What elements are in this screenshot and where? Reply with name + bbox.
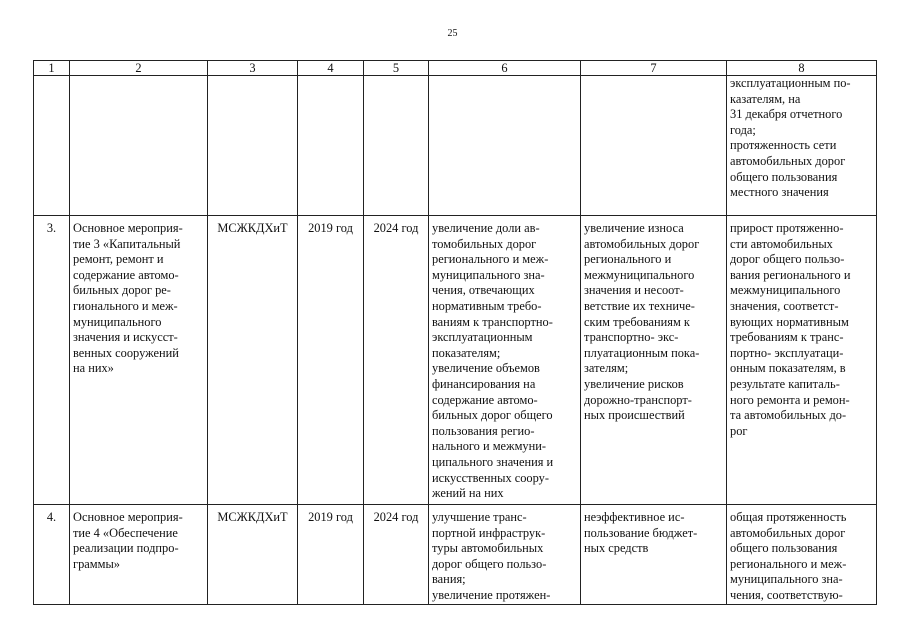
start-year-cell (298, 76, 364, 216)
expected-result-cell: увеличение доли ав- томобильных дорог регионального и меж- муниципального зна- чения, отвечающих нормативным требо- ваниям к транспортно- эксплуатационным показателям; увеличение объемов финансирования на содержание автомо- бильных дорог общего пользования регио- нального и межмуни- ципального значения и искусственных соору- жений на них (429, 216, 581, 505)
consequences-cell (581, 76, 727, 216)
end-year-cell: 2024 год (364, 505, 429, 605)
table-row-measure-3 (34, 216, 877, 505)
consequences-cell: неэффективное ис- пользование бюджет- ных средств (581, 505, 727, 605)
executor-cell: МСЖКДХиТ (208, 216, 298, 505)
start-year-cell: 2019 год (298, 505, 364, 605)
column-header: 2 (70, 61, 208, 76)
consequences-cell: увеличение износа автомобильных дорог регионального и межмуниципального значения и несоот- ветствие их техниче- ским требованиям к транспортно- экс- плуатационным пока- зателям; увеличение рисков дорожно-транспорт- ных происшествий (581, 216, 727, 505)
executor-cell: МСЖКДХиТ (208, 505, 298, 605)
page-number: 25 (447, 28, 458, 39)
column-header: 3 (208, 61, 298, 76)
measure-name-cell: Основное мероприя- тие 3 «Капитальный ремонт, ремонт и содержание автомо- бильных дорог ре- гионального и меж- муниципального значения и искусст- венных сооружений на них» (70, 216, 208, 505)
start-year-cell: 2019 год (298, 216, 364, 505)
measure-name-cell (70, 76, 208, 216)
row-number-cell: 4. (34, 505, 70, 605)
column-header: 6 (429, 61, 581, 76)
column-header: 7 (581, 61, 727, 76)
executor-cell (208, 76, 298, 216)
end-year-cell (364, 76, 429, 216)
expected-result-cell (429, 76, 581, 216)
column-header: 8 (727, 61, 877, 76)
end-year-cell: 2024 год (364, 216, 429, 505)
table-row-continuation (34, 76, 877, 216)
indicator-link-cell: общая протяженность автомобильных дорог общего пользования регионального и меж- муниципального зна- чения, соответствую- (727, 505, 877, 605)
column-header: 5 (364, 61, 429, 76)
row-number-cell (34, 76, 70, 216)
column-number-header-row (34, 61, 877, 76)
column-header: 4 (298, 61, 364, 76)
expected-result-cell: улучшение транс- портной инфраструк- туры автомобильных дорог общего пользо- вания; увеличение протяжен- (429, 505, 581, 605)
measure-name-cell: Основное мероприя- тие 4 «Обеспечение реализации подпро- граммы» (70, 505, 208, 605)
row-number-cell: 3. (34, 216, 70, 505)
column-header: 1 (34, 61, 70, 76)
indicator-link-cell: эксплуатационным по- казателям, на 31 декабря отчетного года; протяженность сети автомобильных дорог общего пользования местного значения (727, 76, 877, 216)
measures-table (33, 60, 877, 605)
table-row-measure-4 (34, 505, 877, 605)
indicator-link-cell: прирост протяженно- сти автомобильных дорог общего пользо- вания регионального и межмуниципального значения, соответст- вующих нормативным требованиям к транс- портно- эксплуатаци- онным показателям, в результате капиталь- ного ремонта и ремон- та автомобильных до- рог (727, 216, 877, 505)
